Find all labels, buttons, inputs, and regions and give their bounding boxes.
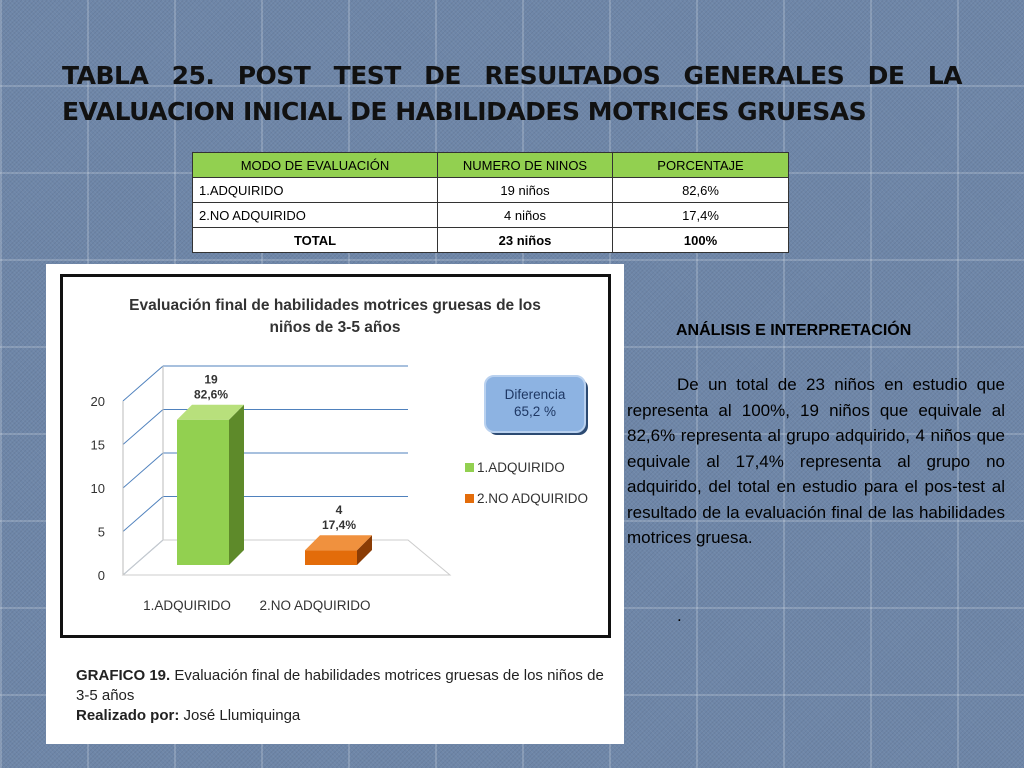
chart-title-line-2: niños de 3-5 años — [269, 319, 401, 336]
caption-label: GRAFICO 19. — [76, 667, 171, 684]
table-cell: 100% — [613, 228, 789, 253]
annotation-line-1: Diferencia — [504, 387, 566, 402]
bar-chart — [63, 277, 608, 635]
legend-label: 2.NO ADQUIRIDO — [477, 491, 589, 506]
chart-panel — [46, 264, 624, 744]
chart-frame — [60, 274, 611, 638]
legend-label: 1.ADQUIRIDO — [477, 460, 565, 475]
gridline-diagonal — [123, 410, 163, 445]
table-cell: 23 niños — [438, 228, 613, 253]
bar-percent-label: 82,6% — [193, 387, 229, 402]
table-cell: 4 niños — [438, 203, 613, 228]
analysis-trailing-dot: . — [677, 606, 682, 625]
table-cell: 19 niños — [438, 178, 613, 203]
x-tick-label: 1.ADQUIRIDO — [143, 598, 231, 613]
header-modo: MODO DE EVALUACIÓN — [193, 153, 438, 178]
table-header-row — [193, 153, 789, 178]
table-cell: 82,6% — [613, 178, 789, 203]
caption-text — [76, 666, 606, 706]
table-total-row — [193, 228, 789, 253]
table-cell: 17,4% — [613, 203, 789, 228]
results-table — [192, 152, 789, 253]
legend-swatch — [465, 463, 474, 472]
table-row — [193, 178, 789, 203]
bar-front — [177, 420, 229, 565]
chart-floor — [123, 540, 450, 575]
slide-title: TABLA 25. POST TEST DE RESULTADOS GENERALES DE LA EVALUACION INICIAL DE HABILIDADES MOTRICES GRUESAS — [62, 61, 962, 126]
analysis-body: De un total de 23 niños en estudio que representa al 100%, 19 niños que equivale al 82,6% representa al grupo adquirido, 4 niños que equivale al 17,4% representa al grupo no adquirido, del total en estudio para el pos-test al resultado de la evaluación final de las habilidades motrices gruesa. — [627, 375, 1005, 547]
chart-title-line-1: Evaluación final de habilidades motrices gruesas de los — [129, 297, 541, 314]
table-row — [193, 203, 789, 228]
table-cell: 2.NO ADQUIRIDO — [193, 203, 438, 228]
y-tick-label: 0 — [97, 568, 105, 583]
table-cell: 1.ADQUIRIDO — [193, 178, 438, 203]
gridline-diagonal — [123, 453, 163, 488]
caption-author-line — [76, 706, 606, 726]
header-porcentaje: PORCENTAJE — [613, 153, 789, 178]
gridline-diagonal — [123, 497, 163, 532]
bar-value-label: 19 — [204, 372, 218, 387]
gridline-diagonal — [123, 366, 163, 401]
caption-description: Evaluación final de habilidades motrices gruesas de los niños de 3-5 años — [76, 667, 604, 704]
bar-value-label: 4 — [335, 503, 343, 518]
y-tick-label: 5 — [97, 524, 105, 540]
bar-percent-label: 17,4% — [321, 518, 357, 533]
y-tick-label: 20 — [90, 394, 105, 409]
caption-author: José Llumiquinga — [183, 707, 301, 724]
y-tick-label: 10 — [90, 481, 105, 496]
bar-side — [229, 405, 244, 565]
header-numero: NUMERO DE NINOS — [438, 153, 613, 178]
legend-swatch — [465, 494, 474, 503]
x-tick-label: 2.NO ADQUIRIDO — [259, 598, 371, 613]
annotation-line-2: 65,2 % — [513, 404, 557, 419]
y-tick-label: 15 — [90, 437, 105, 453]
caption-author-label: Realizado por: — [76, 707, 180, 724]
chart-caption — [76, 666, 606, 726]
bar-front — [305, 550, 357, 565]
table-cell: TOTAL — [193, 228, 438, 253]
analysis-heading: ANÁLISIS E INTERPRETACIÓN — [676, 322, 912, 339]
